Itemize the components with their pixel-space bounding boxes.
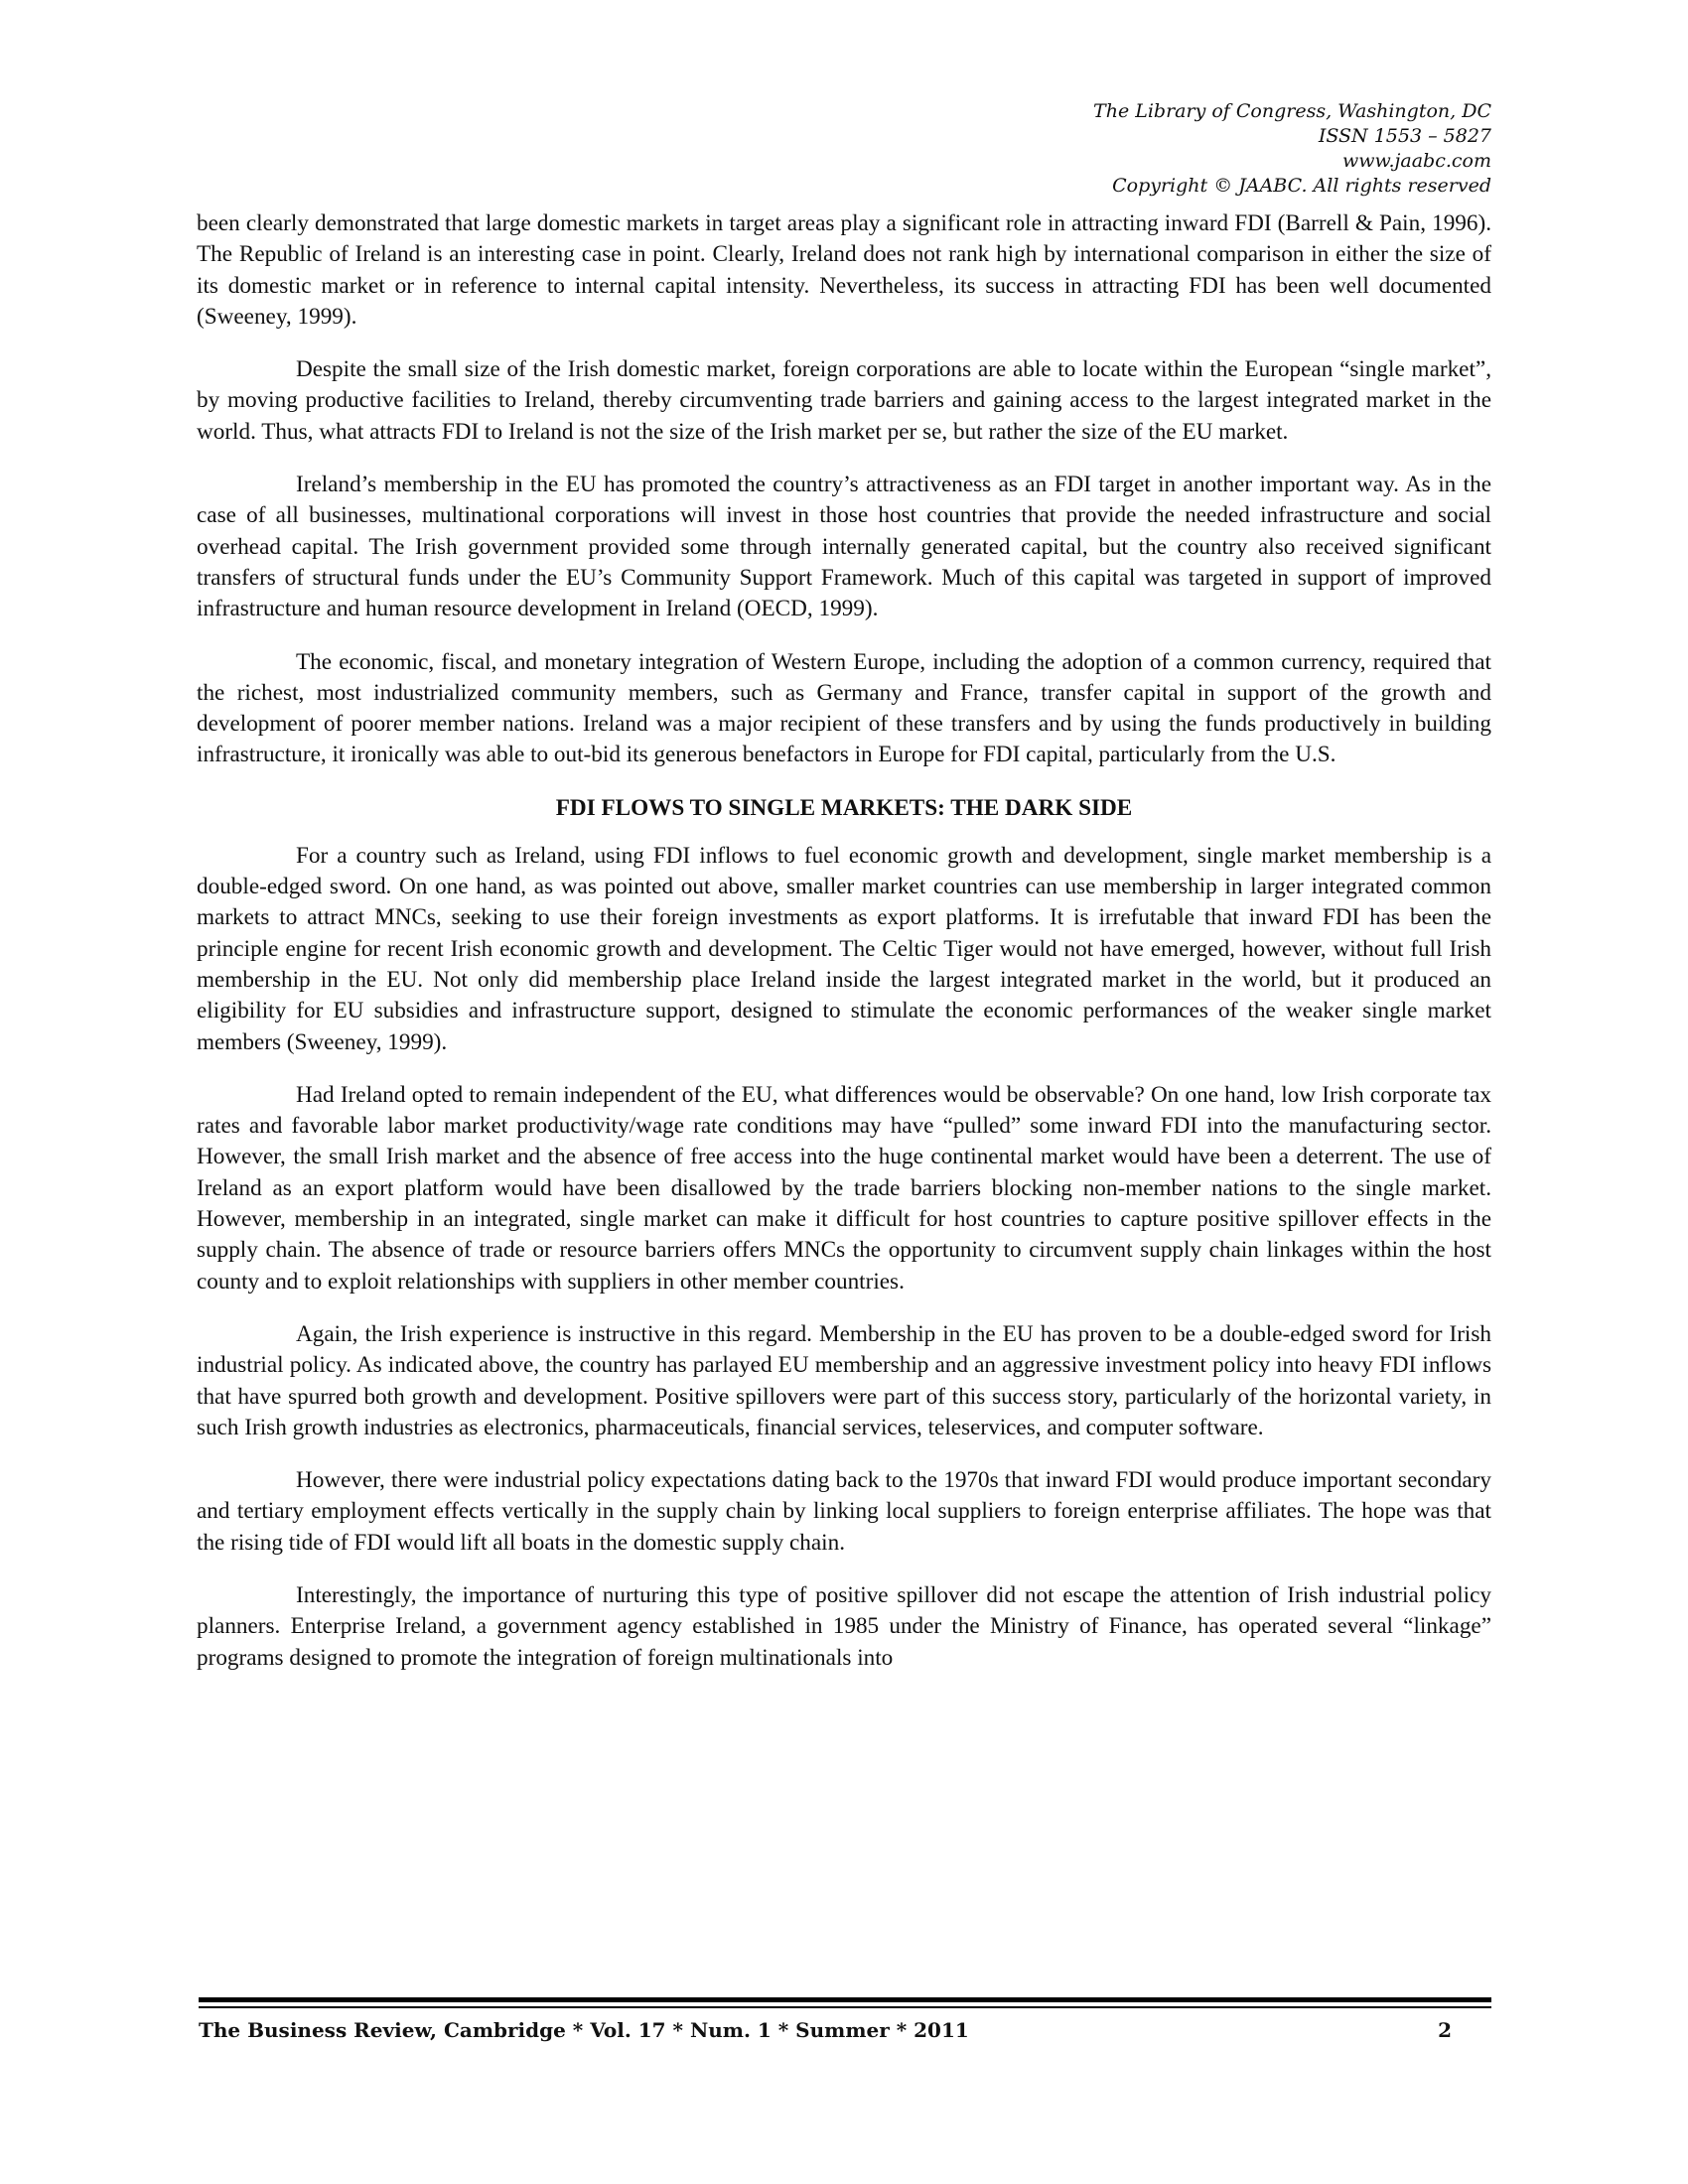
running-footer xyxy=(199,2015,1491,2045)
paragraph-5: For a country such as Ireland, using FDI inflows to fuel economic growth and development, single market membership is a double-edged sword. On one hand, as was pointed out above, smaller market countries can use membership in larger integrated common markets to attract MNCs, seeking to use their foreign investments as export platforms. It is irrefutable that inward FDI has been the principle engine for recent Irish economic growth and development. The Celtic Tiger would not have emerged, however, without full Irish membership in the EU. Not only did membership place Ireland inside the largest integrated market in the world, but it produced an eligibility for EU subsidies and infrastructure support, designed to stimulate the economic performances of the weaker single market members (Sweeney, 1999). xyxy=(197,842,1491,1055)
article-body xyxy=(197,208,1491,1696)
header-copyright-line: Copyright © JAABC. All rights reserved xyxy=(1112,175,1491,197)
footer-journal-title: The Business Review, Cambridge * Vol. 17 * Num. 1 * Summer * 2011 xyxy=(199,2018,969,2042)
paragraph-3: Ireland’s membership in the EU has promoted the country’s attractiveness as an FDI target in another important way. As in the case of all businesses, multinational corporations will invest in those host countries that provide the needed infrastructure and social overhead capital. The Irish government provided some through internally generated capital, but the country also received significant transfers of structural funds under the EU’s Community Support Framework. Much of this capital was targeted in support of improved infrastructure and human resource development in Ireland (OECD, 1999). xyxy=(197,472,1491,622)
paragraph-1: been clearly demonstrated that large domestic markets in target areas play a significant role in attracting inward FDI (Barrell & Pain, 1996). The Republic of Ireland is an interesting case in point. Clearly, Ireland does not rank high by international comparison in either the size of its domestic market or in reference to internal capital intensity. Nevertheless, its success in attracting FDI has been well documented (Sweeney, 1999). xyxy=(197,210,1491,330)
paragraph-6: Had Ireland opted to remain independent of the EU, what differences would be observable? On one hand, low Irish corporate tax rates and favorable labor market productivity/wage rate conditions may have “pulled” some inward FDI into the manufacturing sector. However, the small Irish market and the absence of free access into the huge continental market would have been a deterrent. The use of Ireland as an export platform would have been disallowed by the trade barriers blocking non-member nations to the single market. However, membership in an integrated, single market can make it difficult for host countries to capture positive spillover effects in the supply chain. The absence of trade or resource barriers offers MNCs the opportunity to circumvent supply chain linkages within the host county and to exploit relationships with suppliers in other member countries. xyxy=(197,1081,1491,1295)
paragraph-8: However, there were industrial policy expectations dating back to the 1970s that inward FDI would produce important secondary and tertiary employment effects vertically in the supply chain by linking local suppliers to foreign enterprise affiliates. The hope was that the rising tide of FDI would lift all boats in the domestic supply chain. xyxy=(197,1467,1491,1556)
paragraph-9: Interestingly, the importance of nurturing this type of positive spillover did not escape the attention of Irish industrial policy planners. Enterprise Ireland, a government agency established in 1985 under the Ministry of Finance, has operated several “linkage” programs designed to promote the integration of foreign multinationals into xyxy=(197,1581,1491,1671)
footer-rule-thin xyxy=(199,2006,1491,2008)
header-website-line: www.jaabc.com xyxy=(1341,150,1491,172)
paragraph-4: The economic, fiscal, and monetary integration of Western Europe, including the adoption of a common currency, required that the richest, most industrialized community members, such as Germany and France, transfer capital in support of the growth and development of poorer member nations. Ireland was a major recipient of these transfers and by using the funds productively in building infrastructure, it ironically was able to out-bid its generous benefactors in Europe for FDI capital, particularly from the U.S. xyxy=(197,648,1491,768)
header-issn-line: ISSN 1553 – 5827 xyxy=(1318,125,1491,147)
footer-rule-thick xyxy=(199,1997,1491,2002)
paragraph-7: Again, the Irish experience is instructive in this regard. Membership in the EU has proven to be a double-edged sword for Irish industrial policy. As indicated above, the country has parlayed EU membership and an aggressive investment policy into heavy FDI inflows that have spurred both growth and development. Positive spillovers were part of this success story, particularly of the horizontal variety, in such Irish growth industries as electronics, pharmaceuticals, financial services, teleservices, and computer software. xyxy=(197,1320,1491,1440)
running-header xyxy=(1093,99,1491,199)
header-library-line: The Library of Congress, Washington, DC xyxy=(1093,100,1491,122)
section-heading: FDI FLOWS TO SINGLE MARKETS: THE DARK SIDE xyxy=(555,794,1133,821)
paragraph-2: Despite the small size of the Irish domestic market, foreign corporations are able to locate within the European “single market”, by moving productive facilities to Ireland, thereby circumventing trade barriers and gaining access to the largest integrated market in the world. Thus, what attracts FDI to Ireland is not the size of the Irish market per se, but rather the size of the EU market. xyxy=(197,356,1491,445)
page-number: 2 xyxy=(1438,2018,1452,2042)
